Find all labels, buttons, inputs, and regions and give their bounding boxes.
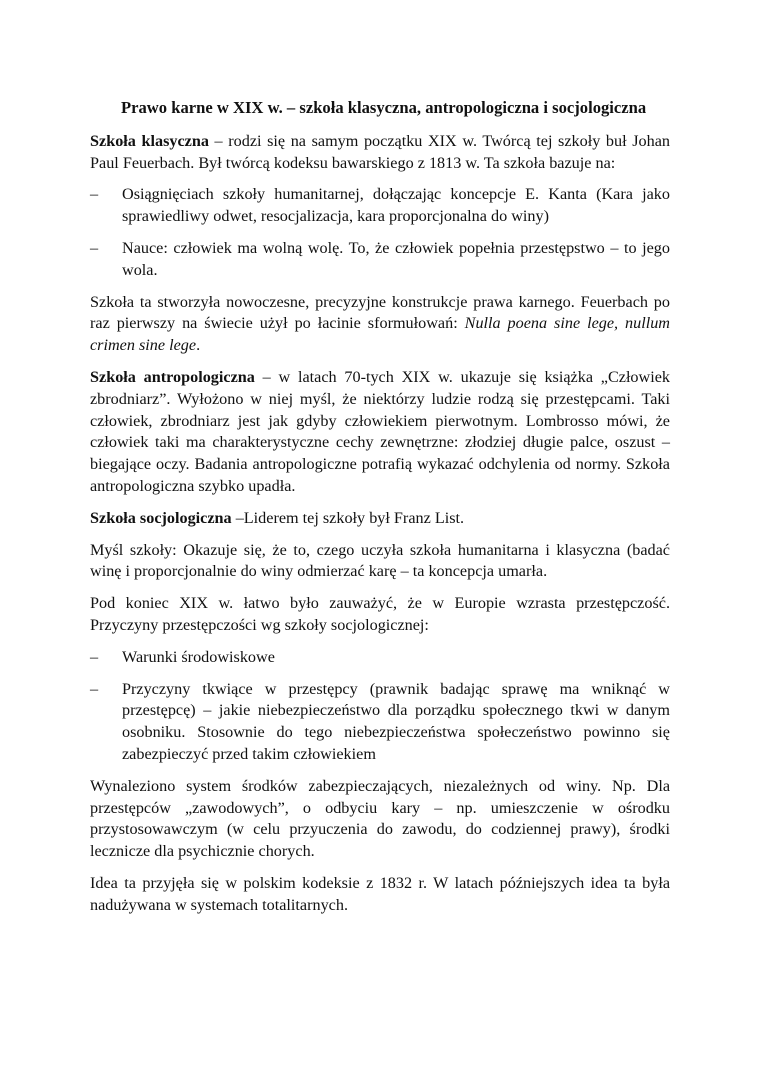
list-item bbox=[90, 647, 670, 669]
paragraph-security-measures: Wynaleziono system środków zabezpieczających, niezależnych od winy. Np. Dla przestępców „zawodowych”, o odbyciu kary – np. umieszczenie w ośrodku przystosowawczym (w celu przyuczenia do zawodu, do codziennej prawy), środki lecznicze dla psychicznie chorych. bbox=[90, 776, 670, 861]
paragraph-text: . bbox=[196, 336, 201, 355]
heading-sociological-school: Szkoła socjologiczna bbox=[90, 508, 232, 527]
paragraph-classical-school bbox=[90, 131, 670, 175]
list-item bbox=[90, 238, 670, 282]
dash-bullet: – bbox=[90, 679, 99, 698]
paragraph-anthropological-school bbox=[90, 367, 670, 498]
paragraph-text: – rodzi się na samym początku XIX w. Twórcą tej szkoły buł Johan Paul Feuerbach. Był twórcą kodeksu bawarskiego z 1813 w. Ta szkoła bazuje na: bbox=[90, 131, 670, 172]
document-page bbox=[90, 97, 670, 927]
document-title: Prawo karne w XIX w. – szkoła klasyczna, antropologiczna i socjologiczna bbox=[121, 98, 647, 117]
heading-anthropological-school: Szkoła antropologiczna bbox=[90, 367, 255, 386]
paragraph-crime-causes: Pod koniec XIX w. łatwo było zauważyć, że w Europie wzrasta przestępczość. Przyczyny przestępczości wg szkoły socjologicznej: bbox=[90, 594, 670, 634]
paragraph-polish-code: Idea ta przyjęła się w polskim kodeksie z 1832 r. W latach późniejszych idea ta była nadużywana w systemach totalitarnych. bbox=[90, 873, 670, 914]
paragraph-sociological-school bbox=[90, 508, 670, 530]
paragraph-feuerbach bbox=[90, 292, 670, 357]
dash-bullet: – bbox=[90, 238, 99, 257]
list-item bbox=[90, 679, 670, 766]
paragraph-text: Szkoła ta stworzyła nowoczesne, precyzyjne konstrukcje prawa karnego. Feuerbach po raz pierwszy na świecie użył po łacinie sformułowań: bbox=[90, 292, 670, 333]
heading-classical-school: Szkoła klasyczna bbox=[90, 131, 209, 150]
latin-maxim: Nulla poena sine lege, nullum crimen sine lege bbox=[90, 314, 670, 355]
paragraph-text: –Liderem tej szkoły był Franz List. bbox=[231, 508, 465, 527]
list-item-text: Warunki środowiskowe bbox=[122, 647, 275, 666]
paragraph-text: – w latach 70-tych XIX w. ukazuje się książka „Człowiek zbrodniarz”. Wyłożono w niej myśl, że niektórzy ludzie rodzą się przestępcami. Taki człowiek, zbrodniarz jest jak gdyby człowiekiem pierwotnym. Lombrosso mówi, że człowiek taki ma charakterystyczne cechy zewnętrzne: złodziej długie palce, oszust – biegające oczy. Badania antropologiczne potrafią wykazać odchylenia od normy. Szkoła antropologiczna szybko upadła. bbox=[90, 367, 670, 495]
list-item-text: Osiągnięciach szkoły humanitarnej, dołączając koncepcje E. Kanta (Kara jako sprawiedliwy odwet, resocjalizacja, kara proporcjonalna do winy) bbox=[122, 185, 670, 226]
list-item bbox=[90, 184, 670, 228]
list-item-text: Przyczyny tkwiące w przestępcy (prawnik badając sprawę ma wniknąć w przestępcę) – jakie niebezpieczeństwo dla porządku społecznego tkwi w danym osobniku. Stosownie do tego niebezpieczeństwa społeczeństwo powinno się zabezpieczyć przed takim człowiekiem bbox=[122, 679, 670, 763]
dash-bullet: – bbox=[90, 647, 99, 666]
dash-bullet: – bbox=[90, 185, 99, 204]
list-item-text: Nauce: człowiek ma wolną wolę. To, że człowiek popełnia przestępstwo – to jego wola. bbox=[122, 238, 670, 279]
paragraph-school-thought: Myśl szkoły: Okazuje się, że to, czego uczyła szkoła humanitarna i klasyczna (badać winę i proporcjonalnie do winy odmierzać karę – ta koncepcja umarła. bbox=[90, 540, 670, 581]
